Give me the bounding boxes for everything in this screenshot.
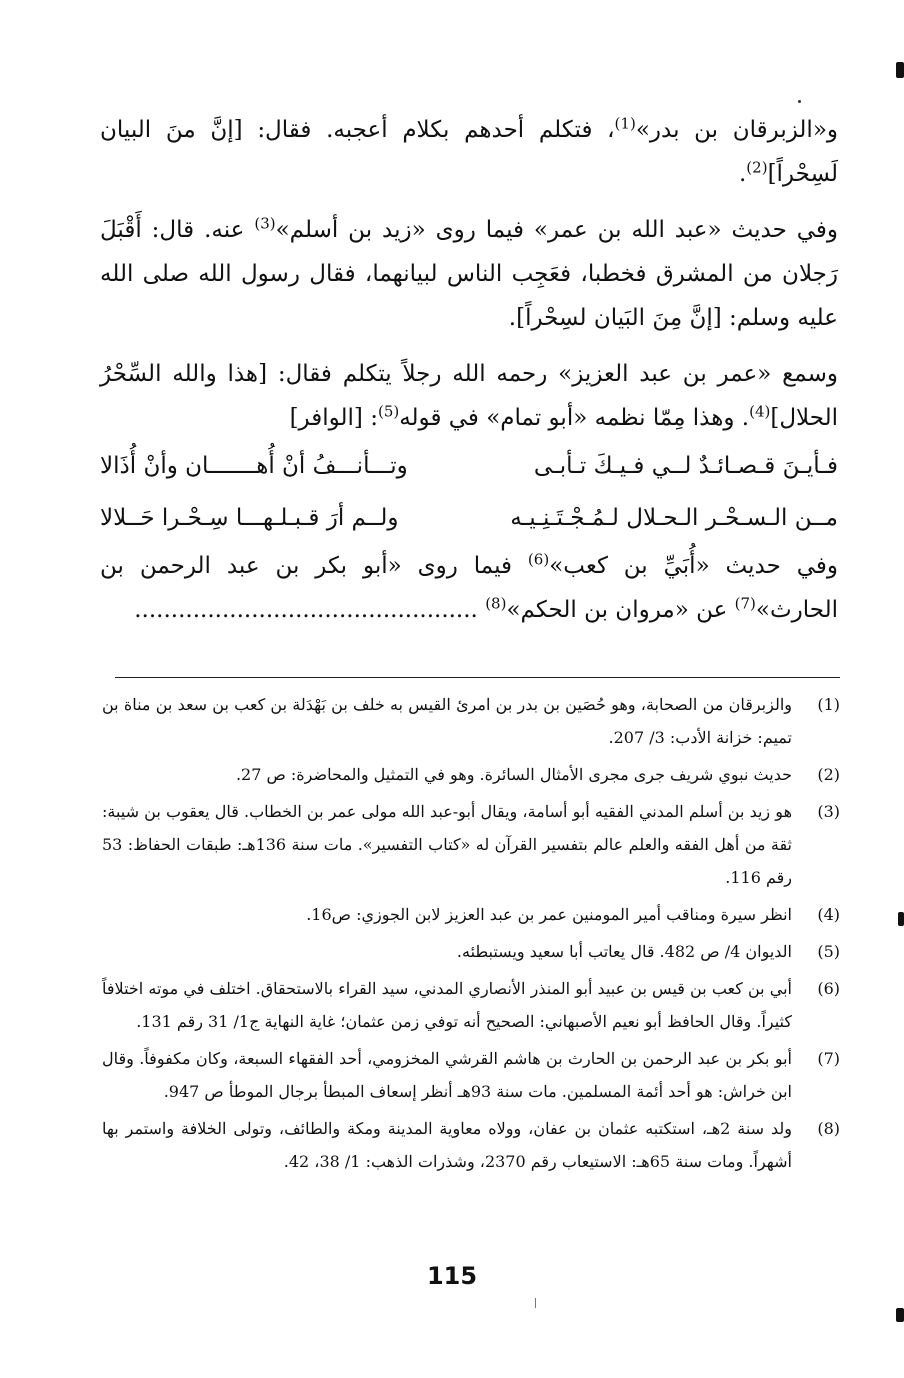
paragraph-ibn-umar — [100, 208, 838, 340]
page-number: 115 — [426, 1262, 478, 1290]
footnote-ref[interactable]: (8) — [485, 594, 507, 613]
text-run: وفي حديث «أُبَيِّ بن كعب» — [549, 553, 839, 579]
footnote-ref[interactable]: (2) — [746, 158, 768, 177]
footnote-item — [102, 795, 840, 894]
footnote-item — [102, 1112, 840, 1178]
footnote-number: (2) — [817, 765, 840, 784]
footnote-ref[interactable]: (6) — [527, 550, 550, 569]
footnote-item — [102, 972, 840, 1038]
main-text — [100, 108, 838, 632]
verse-hemistich-second: وتـــأنـــفُ أنْ أُهـــــــان وأنْ أُذَالا — [100, 453, 408, 479]
footnote-ref[interactable]: (3) — [254, 214, 276, 233]
text-run: عنه. قال: أَقْبَلَ رَجلان من المشرق فخطبا، فعَجِب الناس لبيانهما، فقال رسول الله صلى الله عليه وسلم: [إنَّ مِنَ البَيان لسِحْراً]. — [100, 217, 838, 331]
footnote-item — [102, 688, 840, 754]
footnote-ref[interactable]: (5) — [377, 402, 400, 421]
scan-edge-mark — [896, 1308, 904, 1322]
text-run: عن «مروان بن الحكم» — [506, 597, 735, 623]
poem-verse — [100, 440, 838, 492]
text-run: . — [738, 161, 747, 187]
footnote-text: ولد سنة 2هـ، استكتبه عثمان بن عفان، وولاه معاوية المدينة ومكة والطائف، وتولى الخلافة واستمر بها أشهراً. ومات سنة 65هـ: الاستيعاب رقم 2370، وشذرات الذهب: 1/ 38، 42. — [102, 1119, 793, 1171]
footnote-number: (6) — [817, 979, 840, 998]
footnote-item — [102, 935, 840, 968]
footnote-number: (7) — [817, 1049, 840, 1068]
footnote-number: (3) — [817, 802, 840, 821]
text-run: وفي حديث «عبد الله بن عمر» فيما روى «زيد بن أسلم» — [275, 217, 838, 243]
scan-speck — [798, 100, 801, 103]
text-run: و«الزبرقان بن بدر» — [635, 117, 838, 143]
footnote-text: أبو بكر بن عبد الرحمن بن الحارث بن هاشم القرشي المخزومي، أحد الفقهاء السبعة، وكان مكفوفاً. وقال ابن خراش: هو أحد أئمة المسلمين. مات سنة 93هـ أنظر إسعاف المبطأ برجال الموطأ ص 947. — [102, 1049, 792, 1101]
footnote-item — [102, 758, 840, 791]
footnote-number: (1) — [817, 695, 840, 714]
footnote-text: هو زيد بن أسلم المدني الفقيه أبو أسامة، ويقال أبو-عبد الله مولى عمر بن الخطاب. قال يعقوب بن شيبة: ثقة من أهل الفقه والعلم عالم بتفسير القرآن له «كتاب التفسير». مات سنة 136هـ: طبقات الحفاظ: 53 رقم 116. — [102, 802, 793, 887]
paragraph-ubayy — [100, 544, 838, 632]
footnote-text: حديث نبوي شريف جرى مجرى الأمثال السائرة. وهو في التمثيل والمحاضرة: ص 27. — [235, 765, 792, 784]
footnote-divider — [115, 677, 840, 678]
footnote-ref[interactable]: (1) — [614, 114, 636, 133]
footnote-number: (5) — [817, 942, 840, 961]
footnote-ref[interactable]: (7) — [734, 594, 756, 613]
continuation-dots: ............................................... — [134, 597, 486, 623]
text-run: وسمع «عمر بن عبد العزيز» رحمه الله رجلاً يتكلم فقال: [هذا والله السِّحْرُ الحلال] — [100, 361, 838, 431]
text-run: . وهذا مِمّا نظمه «أبو تمام» في قوله — [399, 405, 750, 431]
scan-edge-mark — [898, 912, 904, 926]
verse-hemistich-first: مــن الـسـحْـر الـحـلال لـمُـجْـتَـنِـيـه — [510, 505, 838, 531]
verse-hemistich-first: فـأيـنَ قـصـائـدٌ لــي فـيـكَ تـأبـى — [533, 453, 838, 479]
footnote-text: الديوان 4/ ص 482. قال يعاتب أبا سعيد ويستبطئه. — [456, 942, 792, 961]
footnotes — [102, 688, 840, 1182]
scan-speck — [535, 1298, 536, 1308]
scan-edge-mark — [896, 62, 904, 78]
footnote-number: (4) — [817, 905, 840, 924]
footnote-text: والزبرقان من الصحابة، وهو حُصَين بن بدر بن امرئ القيس به خلف بن بَهْدَلة بن كعب بن سعد بن مناة بن تميم: خزانة الأدب: 3/ 207. — [102, 695, 792, 747]
paragraph-zibriqan — [100, 108, 838, 196]
verse-hemistich-second: ولــم أرَ قـبـلـهـــا سِـحْـرا حَــلالا — [100, 505, 399, 531]
footnote-number: (8) — [817, 1119, 840, 1138]
footnote-text: انظر سيرة ومناقب أمير المومنين عمر بن عبد العزيز لابن الجوزي: ص16. — [306, 905, 792, 924]
footnote-item — [102, 898, 840, 931]
text-run: : [الوافر] — [289, 405, 378, 431]
text-run: ، فتكلم أحدهم بكلام أعجبه. فقال: [إنَّ منَ البيان لَسِحْراً] — [100, 117, 838, 187]
poem-verse — [100, 492, 838, 544]
footnote-ref[interactable]: (4) — [749, 402, 771, 421]
text-run: فيما روى «أبو بكر بن عبد الرحمن بن الحارث» — [100, 553, 838, 623]
footnote-item — [102, 1042, 840, 1108]
paragraph-umar-abdulaziz — [100, 352, 838, 440]
footnote-text: أبي بن كعب بن قيس بن عبيد أبو المنذر الأنصاري المدني، سيد القراء بالاستحقاق. اختلف في موته اختلافاً كثيراً. وقال الحافظ أبو نعيم الأصبهاني: الصحيح أنه توفي زمن عثمان؛ غاية النهاية ج1/ 31 رقم 131. — [102, 979, 792, 1031]
